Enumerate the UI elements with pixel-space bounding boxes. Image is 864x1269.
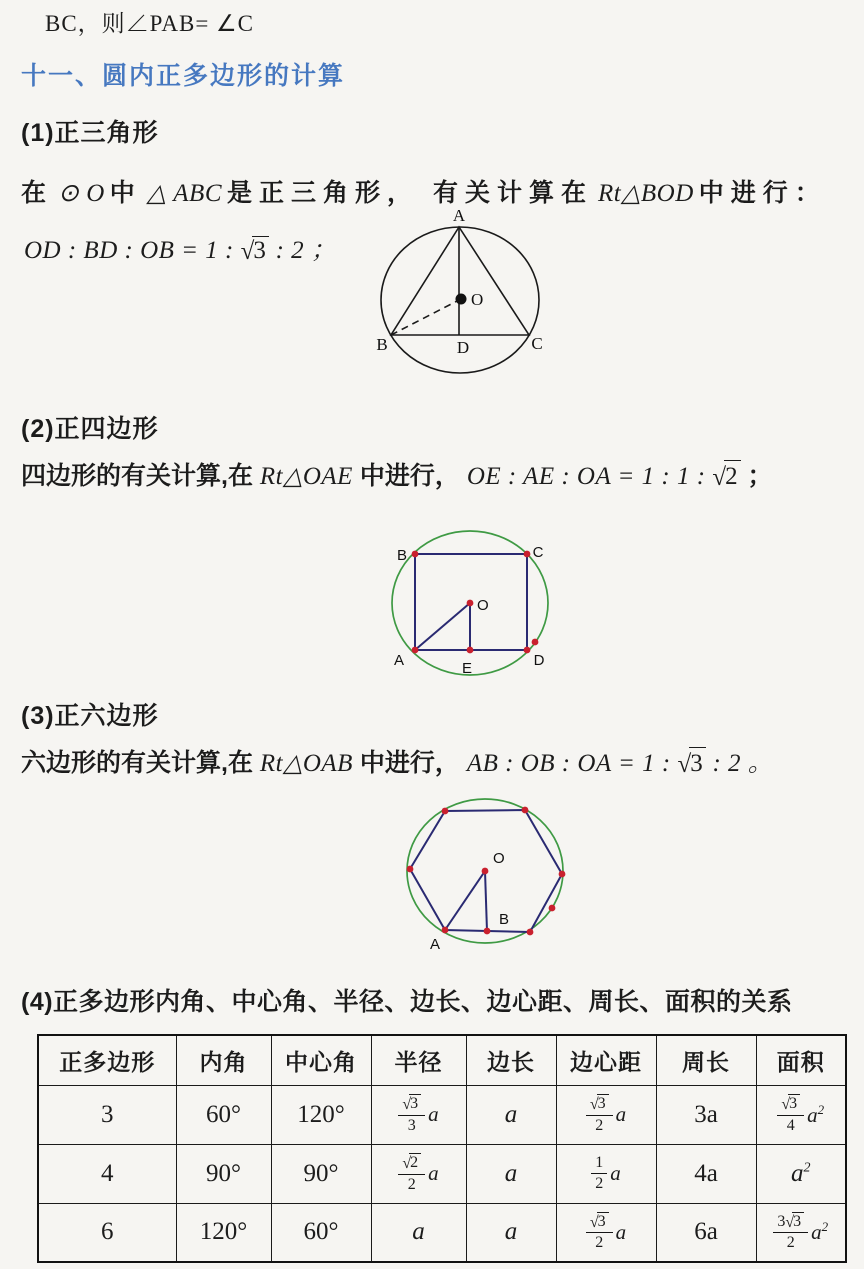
- table-cell: [176, 1144, 271, 1203]
- text-segment: 中进行：: [698, 179, 827, 207]
- subsection-2-title: (2)正四边形: [21, 415, 159, 443]
- apothem-OB: [485, 871, 487, 931]
- cell-value: 60°: [206, 1100, 241, 1128]
- text-segment: AB : OB : OA = 1 :: [466, 750, 678, 777]
- fraction-multiplier: a: [610, 1161, 621, 1185]
- fraction-multiplier: a: [615, 1219, 627, 1244]
- text-segment: Rt△OAB: [259, 750, 353, 777]
- fraction-multiplier: a: [428, 1161, 439, 1185]
- text-segment: Rt△OAE: [259, 463, 353, 490]
- text-segment: 六边形的有关计算,在: [21, 749, 260, 777]
- text-segment: OE : AE : OA = 1 : 1 :: [466, 463, 713, 490]
- fraction: $\frac{1}{2}$: [591, 1154, 607, 1194]
- table-header-cell: 正多边形: [38, 1035, 176, 1085]
- table-header-cell: 中心角: [271, 1035, 371, 1085]
- table-header-row: [38, 1035, 846, 1085]
- triangle-in-circle-diagram: [375, 208, 555, 376]
- cell-value: 60°: [303, 1218, 339, 1246]
- subsection-3-title: (3)正六边形: [21, 702, 159, 730]
- table-cell: [371, 1085, 466, 1144]
- vertex-label: C: [532, 544, 544, 561]
- text-segment: : 2 ；: [268, 237, 337, 264]
- vertex-label: A: [393, 652, 405, 669]
- text-segment: ；: [740, 462, 773, 490]
- cell-value: 6: [101, 1218, 114, 1246]
- radius-OA: [445, 871, 485, 930]
- text-segment: : 2 。: [705, 750, 774, 777]
- fraction: $\frac{√2}{2}$: [398, 1153, 425, 1194]
- sqrt-radical: √3: [241, 236, 269, 265]
- carryover-text-line: BC，则∠PAB= ∠C: [45, 11, 254, 36]
- table-cell: [656, 1203, 756, 1262]
- vertex-label: D: [533, 652, 545, 669]
- table-cell: [176, 1085, 271, 1144]
- vertex-label: C: [531, 334, 543, 353]
- table-cell: [176, 1203, 271, 1262]
- center-label: O: [493, 850, 505, 867]
- cell-value: 6a: [694, 1218, 718, 1246]
- table-cell: [556, 1203, 656, 1262]
- fraction-multiplier: a: [428, 1102, 439, 1126]
- table-cell: [756, 1203, 846, 1262]
- triangle-ratio-formula: [24, 230, 336, 266]
- cell-value: $a^2$: [791, 1159, 811, 1187]
- cell-value: a: [504, 1218, 518, 1246]
- text-segment: 中进行，: [352, 749, 467, 777]
- fraction: $\frac{3√3}{2}$: [773, 1212, 808, 1253]
- table-cell: [656, 1144, 756, 1203]
- fraction-multiplier: a: [615, 1102, 627, 1126]
- table-cell: [38, 1144, 176, 1203]
- center-label: O: [477, 597, 489, 614]
- table-header-cell: 面积: [756, 1035, 846, 1085]
- text-segment: 四边形的有关计算,在: [21, 462, 260, 490]
- triangle-ABC: [391, 227, 529, 335]
- center-point-O: [456, 294, 467, 305]
- sqrt-radical: √3: [677, 747, 705, 781]
- table-cell: [756, 1144, 846, 1203]
- table-cell: [466, 1203, 556, 1262]
- table-header-cell: 周长: [656, 1035, 756, 1085]
- vertex-label: A: [452, 208, 466, 225]
- fraction-multiplier: $a^2$: [807, 1101, 825, 1127]
- text-segment: ⊙ O: [58, 180, 105, 207]
- cell-value: 120°: [297, 1100, 345, 1128]
- text-segment: 在: [21, 179, 54, 207]
- cell-value: 3a: [694, 1100, 718, 1128]
- cell-value: 90°: [206, 1159, 241, 1187]
- text-segment: OD : BD : OB = 1 :: [24, 237, 241, 264]
- table-cell: [556, 1085, 656, 1144]
- sqrt-radical: √3: [590, 1094, 609, 1113]
- chapter-heading: 十一、圆内正多边形的计算: [21, 62, 346, 90]
- cell-value: 4a: [694, 1159, 718, 1187]
- text-segment: Rt△BOD: [597, 180, 694, 207]
- fraction: $\frac{√3}{4}$: [777, 1094, 804, 1135]
- midpoint-label: B: [499, 911, 510, 928]
- fraction: $\frac{√3}{2}$: [586, 1094, 613, 1135]
- cell-value: a: [504, 1159, 518, 1187]
- square-in-circle-diagram: [385, 526, 560, 681]
- table-row: [38, 1085, 846, 1144]
- table-cell: [271, 1203, 371, 1262]
- table-cell: [371, 1144, 466, 1203]
- vertex-label: A: [429, 936, 441, 953]
- table-header-cell: 边长: [466, 1035, 556, 1085]
- table-cell: [466, 1085, 556, 1144]
- text-segment: 中: [109, 179, 142, 207]
- cell-value: 4: [101, 1159, 114, 1187]
- foot-label: D: [456, 338, 470, 357]
- cell-value: 90°: [303, 1159, 339, 1187]
- vertex-label: B: [396, 547, 408, 564]
- table-cell: [371, 1203, 466, 1262]
- center-label: O: [471, 290, 484, 309]
- sqrt-radical: √2: [402, 1153, 421, 1172]
- table-cell: [556, 1144, 656, 1203]
- table-cell: [38, 1085, 176, 1144]
- sqrt-radical: √3: [590, 1212, 609, 1231]
- subsection-1-title: (1)正三角形: [21, 119, 159, 147]
- sqrt-radical: √3: [785, 1212, 804, 1231]
- table-header-cell: 内角: [176, 1035, 271, 1085]
- subsection-3-body: [21, 747, 781, 781]
- fraction-multiplier: $a^2$: [811, 1219, 829, 1245]
- text-segment: △ ABC: [146, 180, 222, 207]
- table-cell: [271, 1085, 371, 1144]
- cell-value: 3: [101, 1100, 114, 1128]
- subsection-1-body: [21, 177, 843, 211]
- sqrt-radical: √3: [402, 1094, 421, 1113]
- sqrt-radical: √3: [781, 1094, 800, 1113]
- table-cell: [271, 1144, 371, 1203]
- table-header-cell: 半径: [371, 1035, 466, 1085]
- fraction: $\frac{√3}{2}$: [586, 1212, 613, 1253]
- hexagon-in-circle-diagram: [400, 790, 575, 955]
- table-row: [38, 1144, 846, 1203]
- sqrt-radical: √2: [712, 460, 740, 494]
- polygon-properties-table: [37, 1034, 847, 1263]
- subsection-4-title: (4)正多边形内角、中心角、半径、边长、边心距、周长、面积的关系: [21, 988, 793, 1016]
- cell-value: 120°: [199, 1218, 248, 1246]
- vertex-label: B: [376, 335, 388, 354]
- midpoint-label: E: [461, 660, 473, 677]
- subsection-2-body: [21, 460, 781, 494]
- radius-OA: [415, 603, 470, 650]
- table-cell: [756, 1085, 846, 1144]
- cell-value: a: [412, 1218, 425, 1246]
- table-body: [38, 1085, 846, 1262]
- text-segment: 是正三角形， 有关计算在: [227, 179, 593, 207]
- table-cell: [656, 1085, 756, 1144]
- cell-value: a: [504, 1100, 518, 1128]
- table-header-cell: 边心距: [556, 1035, 656, 1085]
- table-cell: [38, 1203, 176, 1262]
- table-row: [38, 1203, 846, 1262]
- fraction: $\frac{√3}{3}$: [398, 1094, 425, 1135]
- text-segment: 中进行，: [352, 462, 467, 490]
- marked-points: [412, 551, 539, 654]
- table-cell: [466, 1144, 556, 1203]
